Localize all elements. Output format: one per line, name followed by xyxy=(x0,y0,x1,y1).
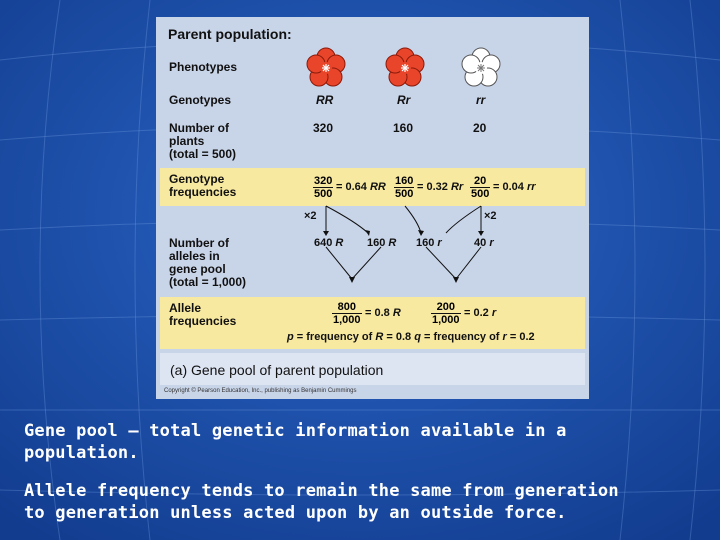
row-label-allele-frequencies: Allele frequencies xyxy=(169,301,237,328)
plant-count-rr: 20 xyxy=(473,121,487,135)
row-label-genotype-frequencies: Genotype frequencies xyxy=(169,172,237,199)
row-label-num-plants: Number of plants (total = 500) xyxy=(169,121,237,161)
multiplier-right: ×2 xyxy=(484,210,497,222)
allele-frequency-statement: Allele frequency tends to remain the same from generation to generation unless acted upon by an outside force. xyxy=(24,481,619,523)
allele-count-1: 640 R xyxy=(314,237,344,249)
copyright-notice: Copyright © Pearson Education, Inc., publishing as Benjamin Cummings xyxy=(164,388,357,394)
genotype-rr: rr xyxy=(476,93,486,107)
row-label-phenotypes: Phenotypes xyxy=(169,60,238,74)
gene-pool-figure: Parent population: Phenotypes Genotypes RR Rr rr Number of plants (total = 500) 320 160 20 Genotype frequencies $\frac{320}{500}$ = 0.64 RR $\frac{160}{500}$ = 0.32 Rr $\frac{20}{500}$ = 0.04 rr ×2 ×2 Number of alleles in gene pool (total = 1,000) 640 R 160 R 160 r 40 r Allele frequencies $\frac{800}{1,000}$ = 0.8 R $\frac{200}{1,000}$ = 0.2 r p = frequency of R = 0.8 q = frequency of r = 0.2 (a) Gene pool of parent population Copyright © Pearson Education, Inc., publishing as Benjamin Cummings xyxy=(156,17,589,399)
flower-rr-white-icon xyxy=(462,48,500,86)
figure-title: Parent population: xyxy=(168,26,292,42)
allele-count-4: 40 r xyxy=(474,237,494,249)
row-label-num-alleles: Number of alleles in gene pool (total = 1,000) xyxy=(169,236,247,289)
plant-count-RR: 320 xyxy=(313,121,334,135)
flower-rr-hetero-red-icon xyxy=(386,48,424,86)
flow-arrows xyxy=(326,206,481,279)
figure-caption: (a) Gene pool of parent population xyxy=(170,362,384,378)
allele-count-3: 160 r xyxy=(416,237,442,249)
flower-rr-red-icon xyxy=(307,48,345,86)
gene-pool-definition: Gene pool – total genetic information available in a population. xyxy=(24,421,567,463)
row-label-genotypes: Genotypes xyxy=(169,93,232,107)
genotype-Rr: Rr xyxy=(397,93,411,107)
multiplier-left: ×2 xyxy=(304,210,317,222)
genotype-RR: RR xyxy=(316,93,334,107)
allele-count-2: 160 R xyxy=(367,237,397,249)
pq-summary-line: p = frequency of R = 0.8 q = frequency of r = 0.2 xyxy=(287,331,535,343)
plant-count-Rr: 160 xyxy=(393,121,414,135)
